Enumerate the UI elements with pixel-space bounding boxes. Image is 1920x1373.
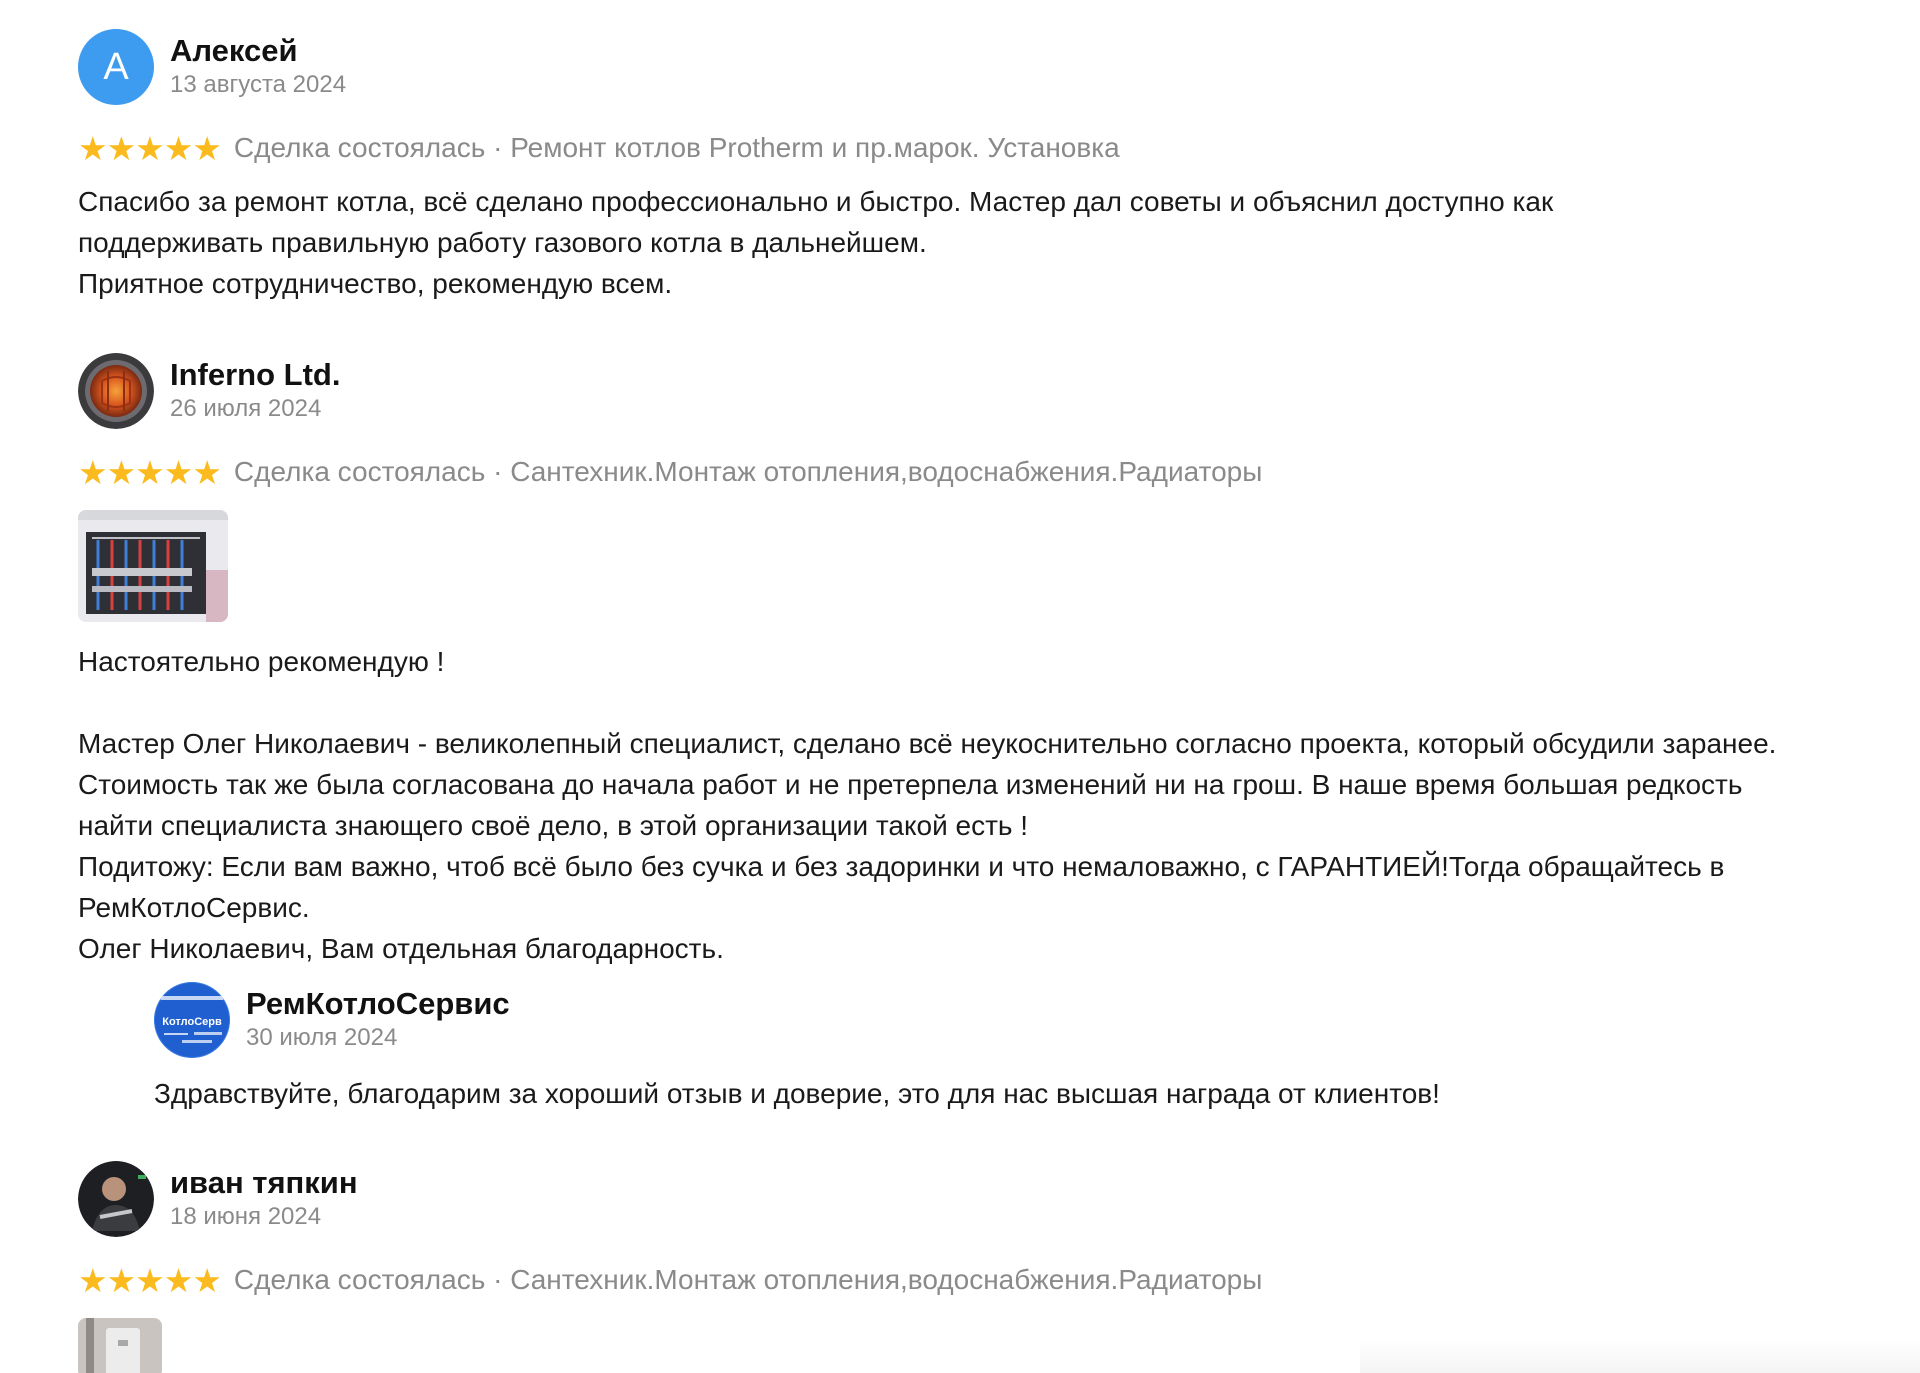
reply-date: 30 июля 2024 [246,1024,398,1051]
avatar[interactable] [78,353,154,429]
company-logo-avatar[interactable] [154,982,230,1058]
review-card [78,28,1920,304]
rating-stars [78,129,222,167]
author-block [170,1165,358,1233]
review-header [78,352,1920,430]
author-block [170,33,346,101]
review-photo[interactable] [78,510,228,622]
author-name[interactable]: иван тяпкин [170,1165,358,1200]
review-meta [78,128,1920,168]
review-meta [78,452,1920,492]
avatar[interactable] [78,1161,154,1237]
user-photo-avatar [78,1161,154,1237]
review-meta [78,1260,1920,1300]
deal-info: Сделка состоялась · Сантехник.Монтаж отопления,водоснабжения.Радиаторы [233,1264,1263,1295]
bottom-fade [1360,1339,1920,1373]
author-name[interactable]: Алексей [170,33,298,68]
avatar-letter: А [103,45,129,88]
deal-info: Сделка состоялась · Ремонт котлов Protherm и пр.марок. Установка [233,132,1120,163]
avatar[interactable] [78,29,154,105]
company-logo-text: КотлоСерв [162,1016,222,1028]
review-date: 26 июля 2024 [170,395,322,422]
company-name[interactable]: РемКотлоСервис [246,986,510,1021]
review-date: 13 августа 2024 [170,71,347,98]
deal-info: Сделка состоялась · Сантехник.Монтаж отопления,водоснабжения.Радиаторы [233,456,1263,487]
review-photo[interactable] [78,1318,162,1373]
review-paragraph: Мастер Олег Николаевич - великолепный специалист, сделано всё неукоснительно согласно проекта, который обсудили заранее. Стоимость так же была согласована до начала работ и не претерпела изменений ни на грош. В наше время большая редкость найти специалиста знающего своё дело, в этой организации такой есть ! [78,728,1777,841]
rating-stars [78,1261,222,1299]
review-paragraph: Настоятельно рекомендую ! [78,646,445,677]
review-header [78,28,1920,106]
company-reply [154,981,1920,1114]
review-text [78,181,1638,304]
review-paragraph: Олег Николаевич, Вам отдельная благодарность. [78,933,724,964]
author-block [170,357,340,425]
rating-stars [78,453,222,491]
star-icon: ★★★★★ [78,1261,221,1299]
author-block [246,986,510,1054]
review-paragraph: Приятное сотрудничество, рекомендую всем. [78,268,673,299]
review-paragraph: Подитожу: Если вам важно, чтоб всё было без сучка и без задоринки и что немаловажно, с ГАРАНТИЕЙ!Тогда обращайтесь в РемКотлоСервис. [78,851,1725,923]
boiler-photo [78,1318,162,1373]
review-paragraph: Спасибо за ремонт котла, всё сделано профессионально и быстро. Мастер дал советы и объяснил доступно как поддерживать правильную работу газового котла в дальнейшем. [78,186,1554,258]
review-text [78,641,1798,969]
review-date: 18 июня 2024 [170,1203,322,1230]
heating-system-photo [78,510,228,622]
author-name[interactable]: Inferno Ltd. [170,357,341,392]
star-icon: ★★★★★ [78,129,221,167]
company-logo-icon [154,982,230,1058]
reply-text: Здравствуйте, благодарим за хороший отзыв и доверие, это для нас высшая награда от клиентов! [154,1078,1440,1109]
star-icon: ★★★★★ [78,453,221,491]
review-card [78,352,1920,1114]
review-header [78,1160,1920,1238]
reply-header [154,981,1920,1059]
inferno-avatar-image [78,353,154,429]
